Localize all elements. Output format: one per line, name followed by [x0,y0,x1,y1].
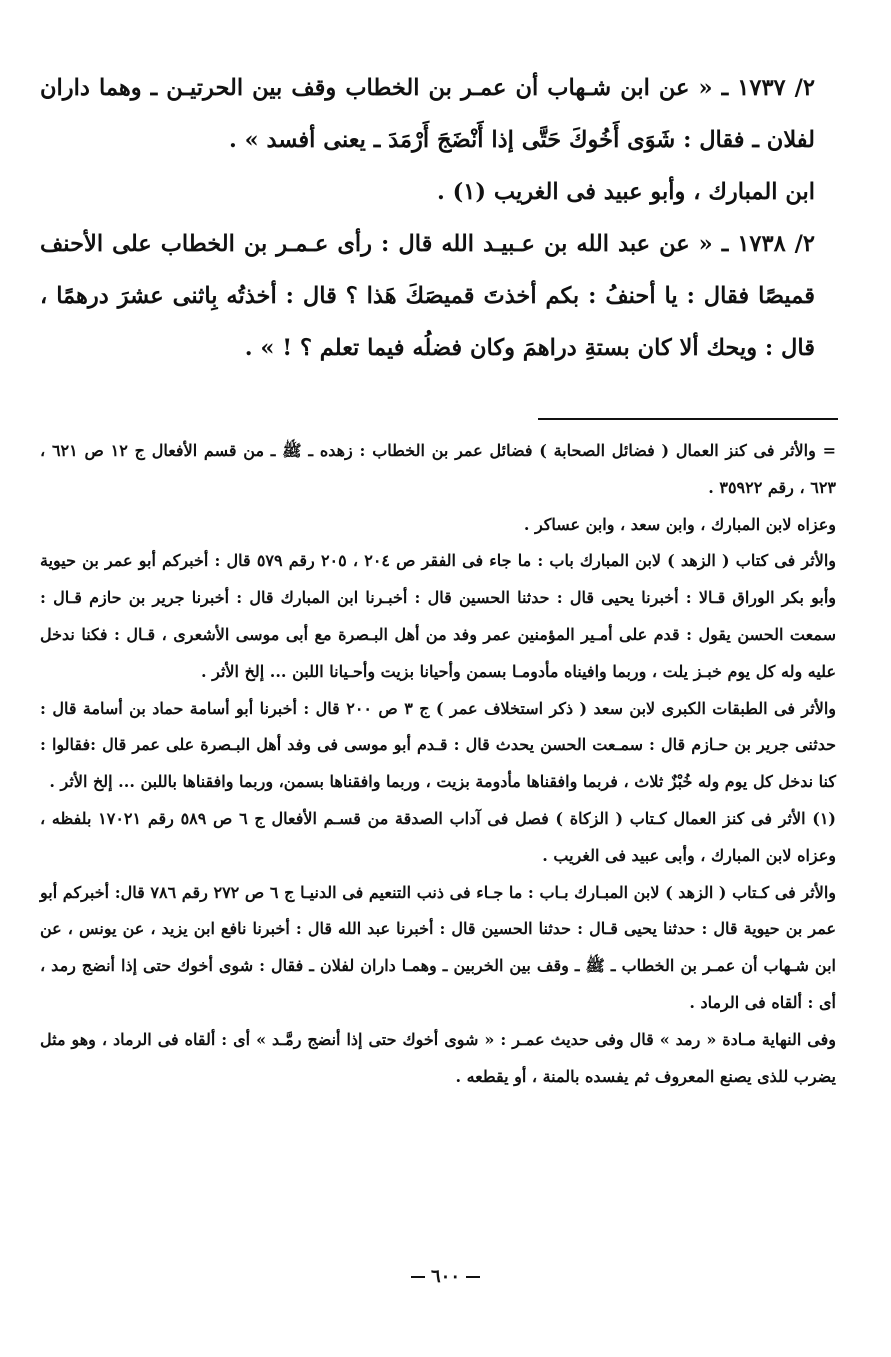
dash-right [411,1276,425,1278]
footnote-paragraph: وعزاه لابن المبارك ، وابن سعد ، وابن عساكر . [523,514,836,534]
footnote-paragraph: والأثر فى كتاب ( الزهد ) لابن المبارك باب : ما جاء فى الفقر ص ٢٠٤ ، ٢٠٥ رقم ٥٧٩ قال : أخبركم أبو عمر بن حيوية وأبو بكر الوراق قـالا : أخبرنا يحيى قال : حدثنا الحسين قال : أخبـرنا ابن المبارك قال : أخبرنا جرير بن حازم قـال : سمعت الحسن يقول : قدم على أمـير المؤمنين عمر وفد من أهل البـصرة مع أبى موسى الأشعرى ، قـال : فكنا ندخل عليه وله كل يوم خبـز يلت ، وربما وافيناه مأدومـا بسمن وأحيانا بزيت وأحـيانا اللبن ... إلخ الأثر . [40,551,837,681]
footnote-separator [538,418,838,420]
footnote-paragraph: وفى النهاية مـادة « رمد » قال وفى حديث عمـر : « شوى أخوك حتى إذا أنضج رمَّـد » أى : ألقاه فى الرماد ، وهو مثل يضرب للذى يصنع المعروف ثم يفسده بالمنة ، أو يقطعه . [40,1029,837,1086]
hadith-1738: ٢/ ١٧٣٨ ـ « عن عبد الله بن عـبيـد الله قال : رأى عـمـر بن الخطاب على الأحنف قميصًا فقال : يا أحنفُ : بكم أخذتَ قميصَكَ هَذا ؟ قال : أخذتُه بِاثنى عشرَ درهمًا ، قال : ويحك ألا كان بستةِ دراهمَ وكان فضلُه فيما تعلم ؟ ! » . [40,231,815,361]
hadith-1737: ٢/ ١٧٣٧ ـ « عن ابن شـهاب أن عمـر بن الخطاب وقف بين الحرتيـن ـ وهما داران لفلان ـ فقال : شَوَى أَخُوكَ حَتَّى إذا أَنْضَجَ أَرْمَدَ ـ يعنى أفسد » . [40,75,815,153]
hadith-1737-source: ابن المبارك ، وأبو عبيد فى الغريب (١) . [436,179,815,205]
footnote-paragraph: والأثر فى الطبقات الكبرى لابن سعد ( ذكر استخلاف عمر ) ج ٣ ص ٢٠٠ قال : أخبرنا أبو أسامة حماد بن أسامة قال : حدثنى جرير بن حـازم قال : سمـعت الحسن يحدث قال : قـدم أبو موسى فى وفد أهل البـصرة على عمر قال :فقالوا : كنا ندخل كل يوم وله خُبْزٌ ثلاث ، فربما وافقناها مأدومة بزيت ، وربما وافقناها بسمن، وربما وافقناها باللبن ... إلخ الأثر . [40,698,836,792]
footnotes-block [40,433,836,1095]
dash-left [466,1276,480,1278]
main-text-block [40,62,851,374]
footnote-continuation: = والأثر فى كنز العمال ( فضائل الصحابة ) فضائل عمر بن الخطاب : زهده ـ ﷺ ـ من قسم الأفعال ج ١٢ ص ٦٢١ ، ٦٢٣ ، رقم ٣٥٩٢٢ . [40,441,837,497]
footnote-1: (١) الأثر فى كنز العمال كـتاب ( الزكاة ) فصل فى آداب الصدقة من قسـم الأفعال ج ٦ ص ٥٨٩ رقم ١٧٠٢١ بلفظه ، وعزاه لابن المبارك ، وأبى عبيد فى الغريب . [40,808,836,865]
page-number-footer [0,1266,891,1287]
footnote-paragraph: والأثر فى كـتاب ( الزهد ) لابن المبـارك بـاب : ما جـاء فى ذنب التنعيم فى الدنيـا ج ٦ ص ٢٧٢ رقم ٧٨٦ قال: أخبركم أبو عمر بن حيوية قال : حدثنا يحيى قـال : حدثنا الحسين قال : أخبرنا عبد الله قال : أخبرنا نافع ابن يزيد ، عن يونس ، عن ابن شـهاب أن عمـر بن الخطاب ـ ﷺ ـ وقف بين الخربين ـ وهمـا داران لفلان ـ فقال : شوى أخوك حتى إذا أنضج رمد ، أى : ألقاه فى الرماد . [40,882,837,1012]
page-number: ٦٠٠ [430,1266,460,1287]
